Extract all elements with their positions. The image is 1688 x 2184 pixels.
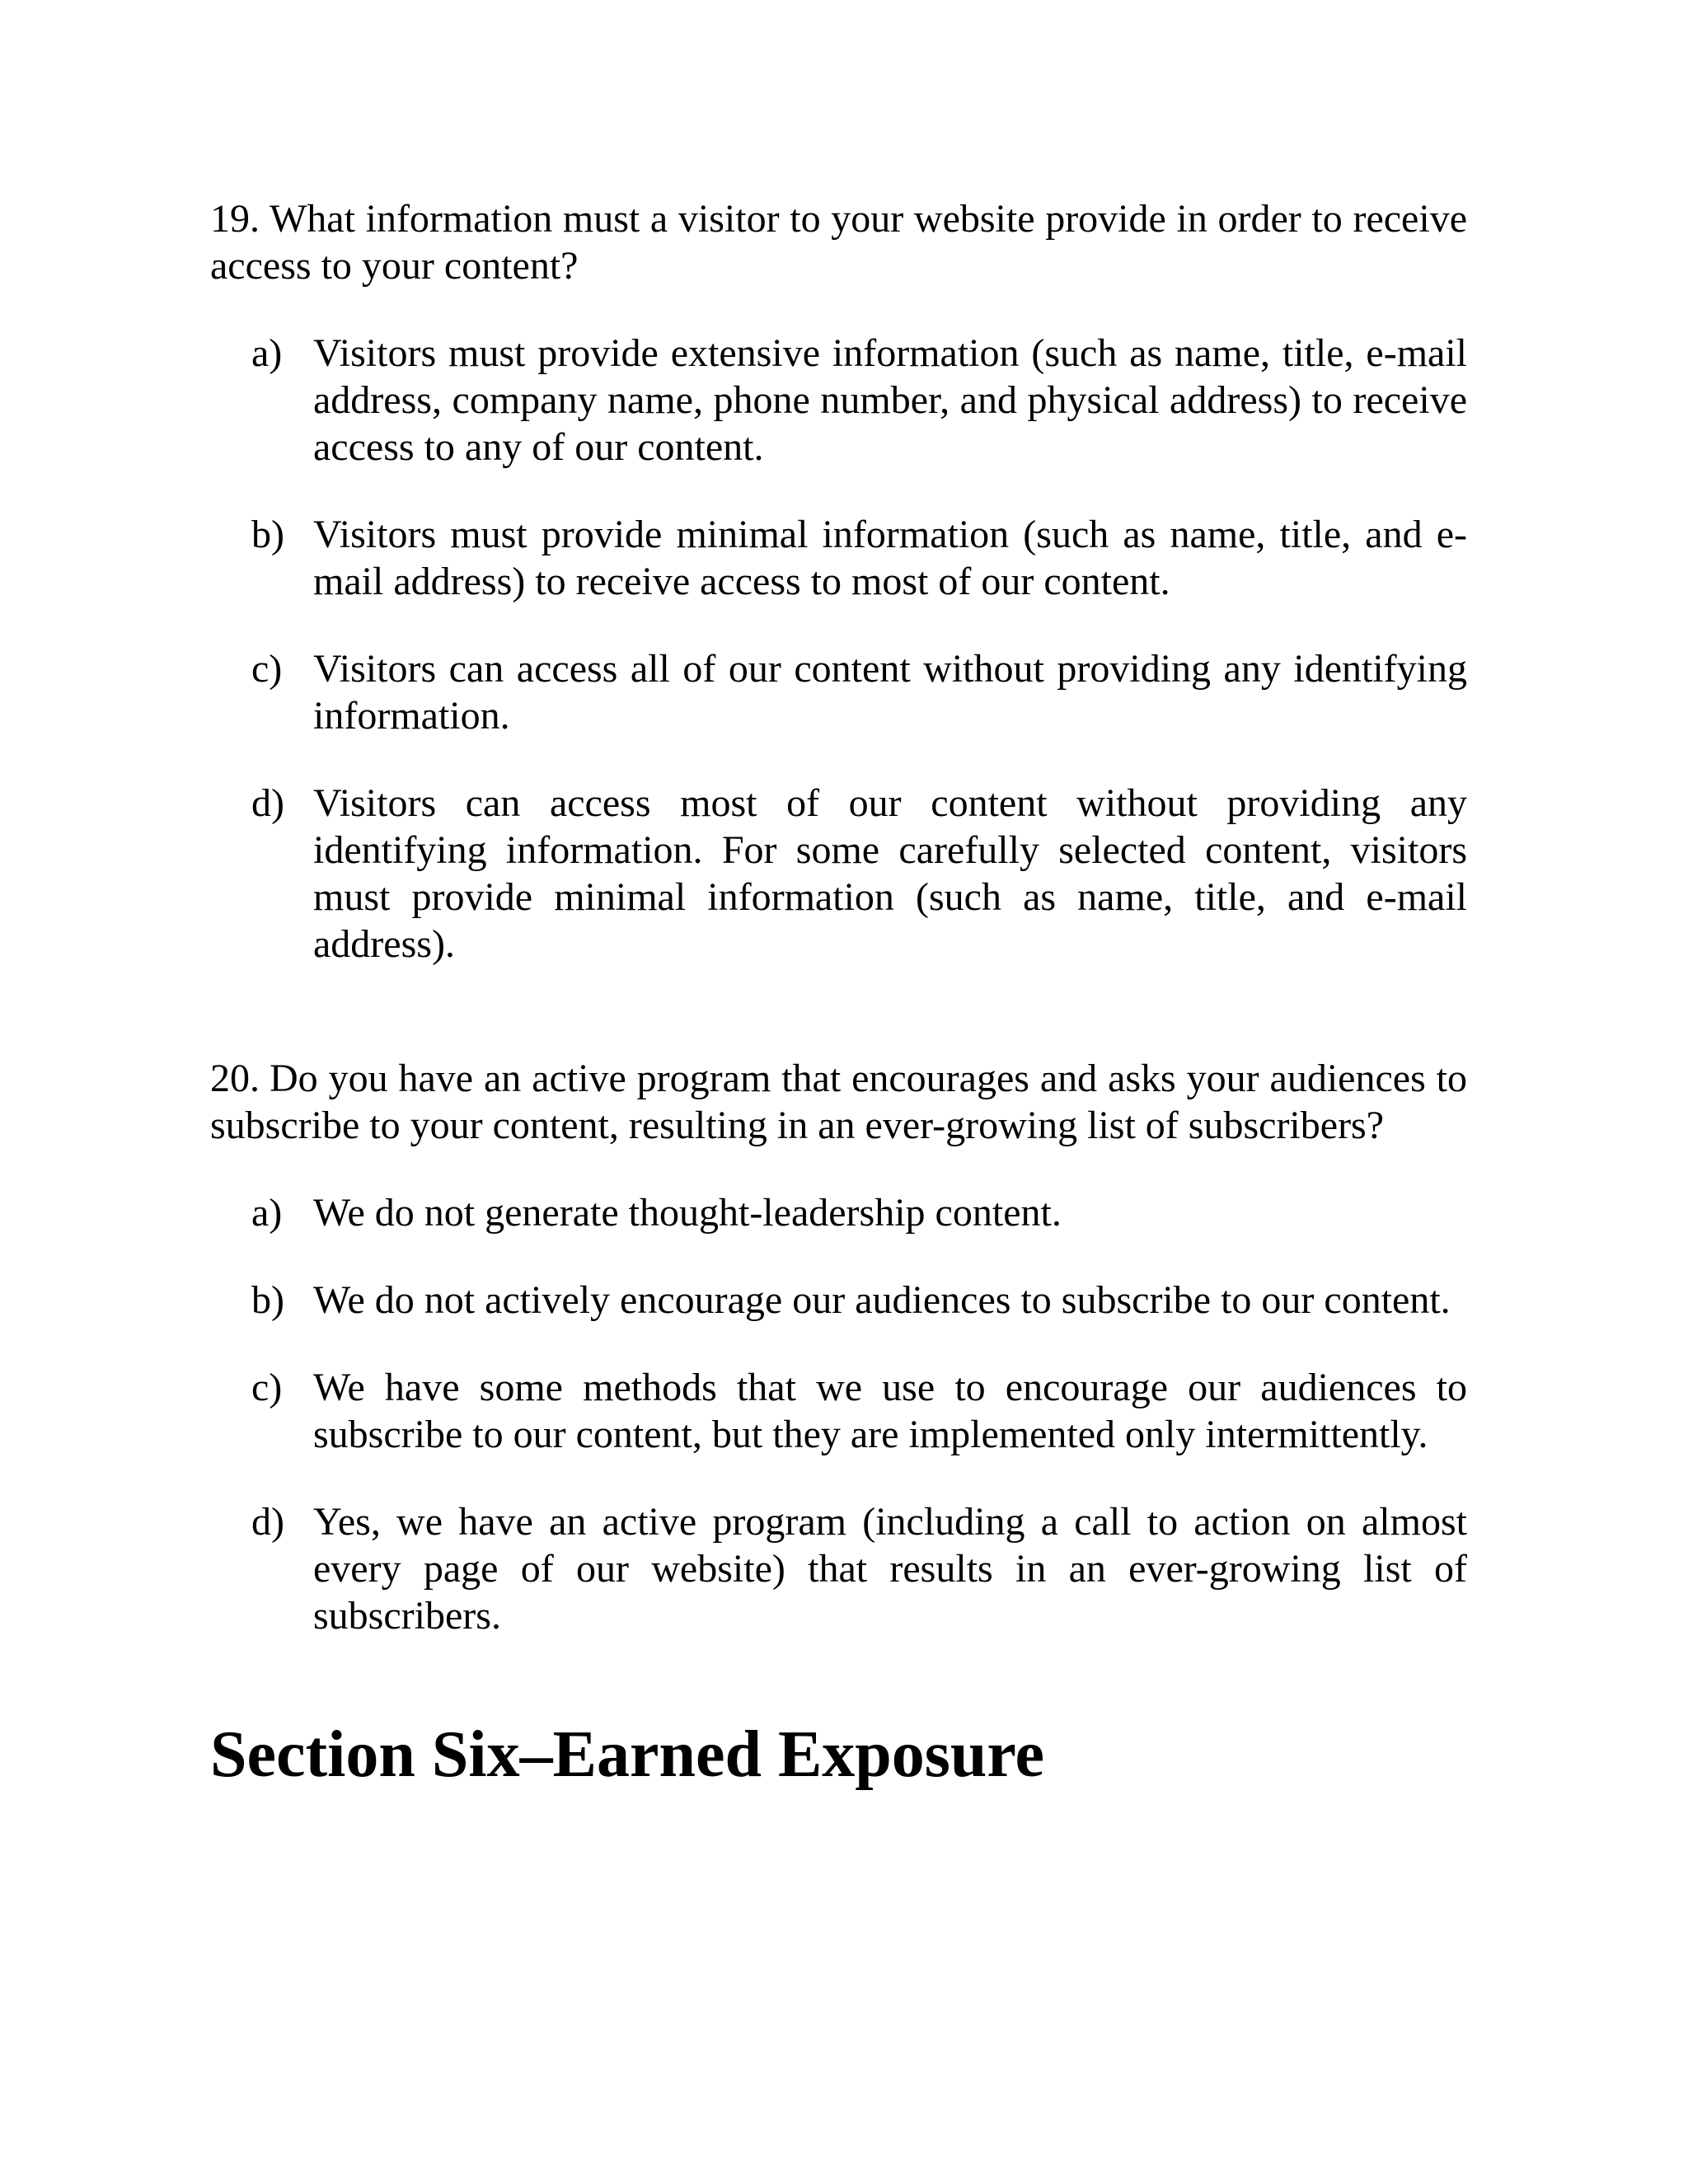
option-marker: c) <box>251 1366 283 1409</box>
option-text: We do not actively encourage our audiences to subscribe to our content. <box>313 1278 1451 1322</box>
option-text: Visitors can access all of our content without providing any identifying information. <box>313 647 1467 738</box>
document-page <box>210 195 1467 1794</box>
option-text: We do not generate thought-leadership content. <box>313 1191 1062 1235</box>
question-19 <box>210 195 1467 289</box>
question-20 <box>210 1055 1467 1149</box>
question-text: What information must a visitor to your website provide in order to receive access to your content? <box>210 197 1467 288</box>
section-heading: Section Six–Earned Exposure <box>210 1718 1044 1791</box>
option-19c <box>210 645 1467 739</box>
answer-options-19 <box>210 330 1467 968</box>
option-marker: b) <box>251 1278 284 1322</box>
option-text: Visitors must provide minimal information (such as name, title, and e-mail address) to receive access to most of our content. <box>313 513 1467 603</box>
option-20c <box>210 1364 1467 1458</box>
option-marker: b) <box>251 513 284 556</box>
question-number: 20. <box>210 1057 260 1100</box>
question-number: 19. <box>210 197 260 241</box>
option-19d <box>210 780 1467 968</box>
option-marker: d) <box>251 1500 284 1544</box>
option-marker: a) <box>251 1191 283 1235</box>
option-text: We have some methods that we use to encourage our audiences to subscribe to our content, but they are implemented only intermittently. <box>313 1366 1467 1456</box>
option-20a <box>210 1189 1467 1236</box>
option-text: Yes, we have an active program (including a call to action on almost every page of our website) that results in an ever-growing list of subscribers. <box>313 1500 1467 1638</box>
option-text: Visitors must provide extensive information (such as name, title, e-mail address, company name, phone number, and physical address) to receive access to any of our content. <box>313 331 1467 469</box>
option-19a <box>210 330 1467 471</box>
option-marker: c) <box>251 647 283 691</box>
option-marker: a) <box>251 331 283 375</box>
option-marker: d) <box>251 781 284 825</box>
option-20b <box>210 1277 1467 1324</box>
option-text: Visitors can access most of our content without providing any identifying information. For some carefully selected content, visitors must provide minimal information (such as name, title, and e-mail address). <box>313 781 1467 966</box>
question-text: Do you have an active program that encourages and asks your audiences to subscribe to your content, resulting in an ever-growing list of subscribers? <box>210 1057 1467 1147</box>
option-19b <box>210 511 1467 605</box>
answer-options-20 <box>210 1189 1467 1639</box>
option-20d <box>210 1498 1467 1639</box>
